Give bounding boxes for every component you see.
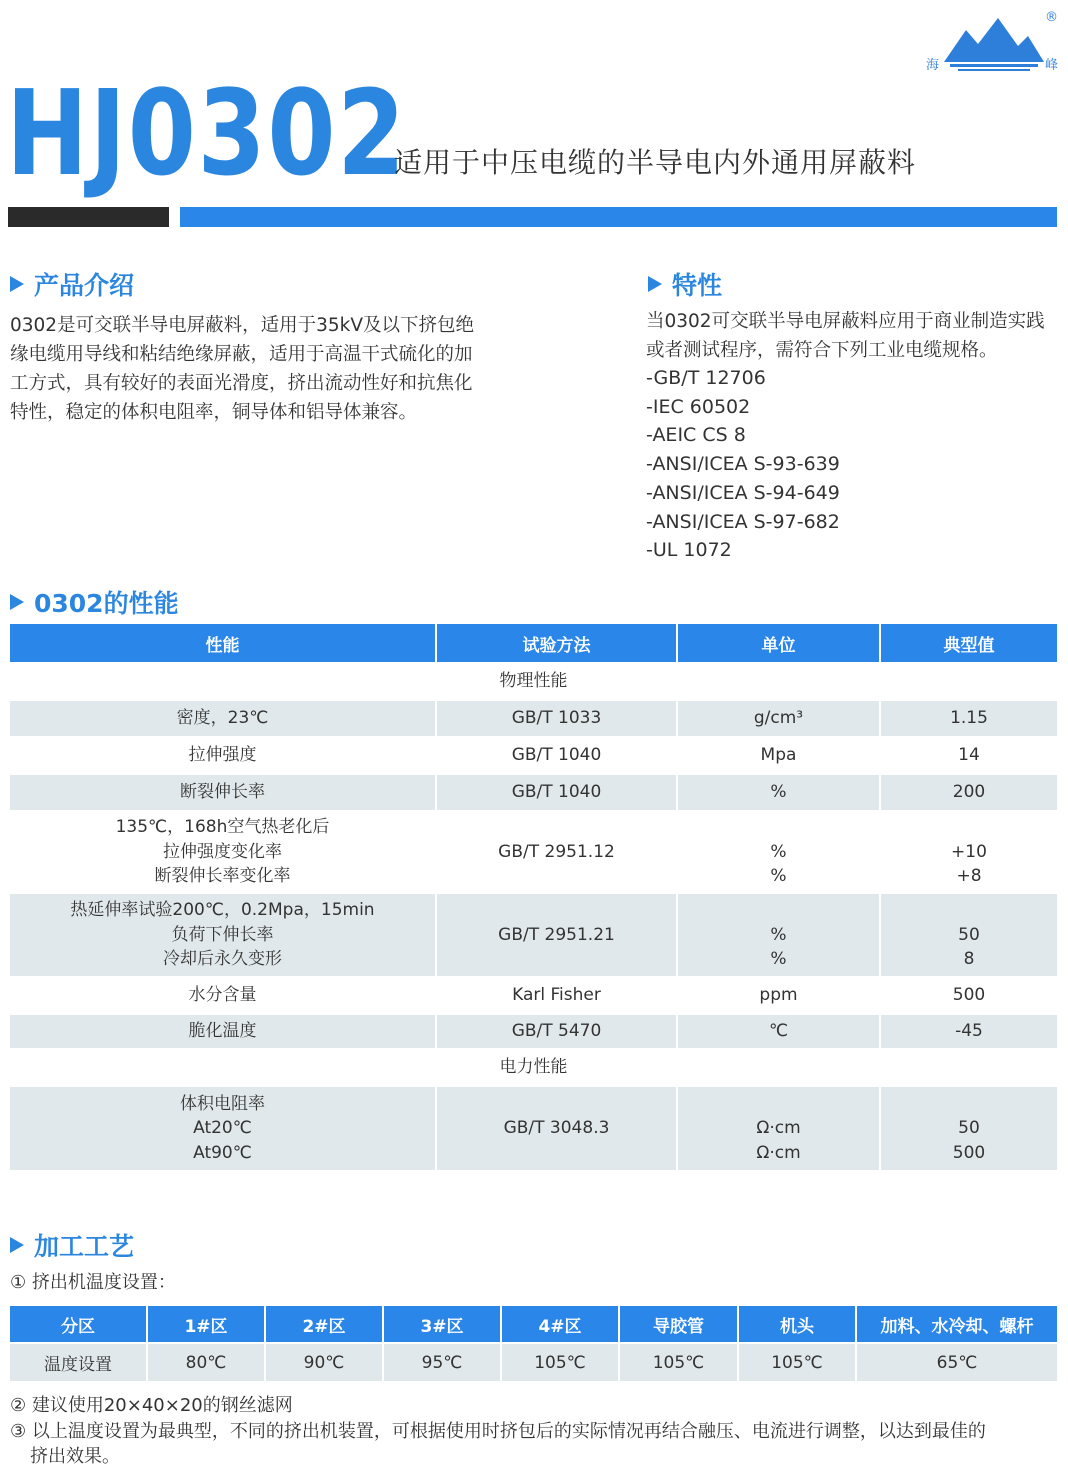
header-feed-screw: 加料、水冷却、螺杆 [856,1306,1057,1343]
cell-line: % [770,866,787,887]
cell-value: 200 [880,774,1057,811]
cell-unit: ppm [677,977,880,1014]
header-bar-dark [8,207,169,227]
performance-heading-text: 0302的性能 [34,589,179,618]
process-heading [10,1227,134,1263]
table-row [10,1014,1057,1049]
cell-line: At90℃ [193,1142,252,1163]
triangle-bullet-icon [10,276,24,292]
cell-line: 135℃，168h空气热老化后 [115,817,330,838]
process-note-2: ② 建议使用20×40×20的钢丝滤网 [10,1395,293,1416]
cell-method: GB/T 1033 [436,700,677,737]
table-row [10,1343,1057,1381]
table-header-row [10,1306,1057,1343]
process-note-1: ① 挤出机温度设置： [10,1272,176,1293]
table-row [10,811,1057,893]
cell-method: GB/T 1040 [436,774,677,811]
group-row-physical [10,663,1057,700]
standards-list [646,364,840,565]
features-heading [648,266,722,302]
cell-unit: % [677,774,880,811]
features-heading-text: 特性 [672,271,723,300]
cell-unit: g/cm³ [677,700,880,737]
cell-line: 8 [963,949,975,970]
triangle-bullet-icon [10,1237,24,1253]
cell-line: 50 [958,924,980,945]
cell-temp: 90℃ [265,1343,383,1381]
intro-text [10,311,530,427]
cell-line: 500 [952,1142,986,1163]
cell-line: 体积电阻率 [180,1093,265,1114]
cell-property [10,1086,436,1170]
standard-item: -ANSI/ICEA S-93-639 [646,453,840,476]
extruder-temperature-table [10,1306,1057,1381]
cell-line: 冷却后永久变形 [163,949,282,970]
cell-method: GB/T 2951.12 [436,811,677,893]
group-label: 电力性能 [10,1049,1057,1086]
model-number: HJ0302 [6,64,407,202]
cell-method: GB/T 5470 [436,1014,677,1049]
header-zone-4: 4#区 [501,1306,619,1343]
cell-line: +10 [951,841,987,862]
cell-line: +8 [956,866,982,887]
mountain-logo-icon [944,16,1044,72]
standard-item: -GB/T 12706 [646,367,766,389]
header-bar-blue [180,207,1057,227]
logo-char-left: 海 [926,58,940,73]
cell-line: Ω·cm [756,1118,801,1139]
note-line: 挤出效果。 [30,1446,120,1467]
cell-property: 断裂伸长率 [10,774,436,811]
cell-value [880,893,1057,977]
standard-item: -ANSI/ICEA S-97-682 [646,510,840,533]
cell-line: 热延伸率试验200℃，0.2Mpa，15min [70,900,375,921]
cell-property: 脆化温度 [10,1014,436,1049]
note-line: ③ 以上温度设置为最典型，不同的挤出机装置，可根据使用时挤包后的实际情况再结合融压、电流进行调整，以达到最佳的 [10,1421,986,1442]
features-line: 当0302可交联半导电屏蔽料应用于商业制造实践 [646,311,1045,332]
intro-line: 缘电缆用导线和粘结绝缘屏蔽，适用于高温干式硫化的加 [10,344,473,365]
performance-heading [10,584,179,620]
cell-value [880,1086,1057,1170]
intro-line: 特性，稳定的体积电阻率，铜导体和铝导体兼容。 [10,402,418,423]
cell-temp: 95℃ [383,1343,501,1381]
triangle-bullet-icon [10,594,24,610]
cell-unit: Mpa [677,737,880,774]
cell-value [880,811,1057,893]
cell-unit: ℃ [677,1014,880,1049]
table-row [10,1086,1057,1170]
header-property: 性能 [10,624,436,663]
performance-table [10,624,1057,1170]
standard-item: -AEIC CS 8 [646,424,746,447]
logo-char-right: 峰 [1044,58,1058,73]
header-zone-2: 2#区 [265,1306,383,1343]
cell-property: 密度，23℃ [10,700,436,737]
cell-value: -45 [880,1014,1057,1049]
cell-temp: 65℃ [856,1343,1057,1381]
cell-method: GB/T 2951.21 [436,893,677,977]
cell-line: Ω·cm [756,1142,801,1163]
table-row [10,700,1057,737]
cell-line: % [770,949,787,970]
cell-unit [677,893,880,977]
header-method: 试验方法 [436,624,677,663]
standard-item: -UL 1072 [646,539,732,562]
cell-temp: 80℃ [147,1343,265,1381]
table-row [10,737,1057,774]
table-row [10,893,1057,977]
cell-method: GB/T 3048.3 [436,1086,677,1170]
cell-property [10,893,436,977]
cell-unit [677,1086,880,1170]
cell-value: 1.15 [880,700,1057,737]
cell-temp: 105℃ [738,1343,856,1381]
registered-mark: ® [1045,10,1058,25]
cell-line: 负荷下伸长率 [171,924,274,945]
intro-line: 0302是可交联半导电屏蔽料，适用于35kV及以下挤包绝 [10,315,474,336]
triangle-bullet-icon [648,276,662,292]
intro-line: 工方式，具有较好的表面光滑度，挤出流动性好和抗焦化 [10,373,473,394]
header-zone: 分区 [10,1306,147,1343]
cell-method: Karl Fisher [436,977,677,1014]
header-head: 机头 [738,1306,856,1343]
cell-method: GB/T 1040 [436,737,677,774]
process-note-3 [10,1419,1060,1469]
cell-unit [677,811,880,893]
table-header-row [10,624,1057,663]
header-unit: 单位 [677,624,880,663]
cell-temp: 105℃ [619,1343,738,1381]
cell-line: % [770,924,787,945]
standard-item: -IEC 60502 [646,395,751,418]
cell-property: 水分含量 [10,977,436,1014]
group-row-electrical [10,1049,1057,1086]
cell-line: At20℃ [193,1118,252,1139]
header-zone-3: 3#区 [383,1306,501,1343]
header-adapter: 导胶管 [619,1306,738,1343]
standard-item: -ANSI/ICEA S-94-649 [646,481,840,504]
cell-property [10,811,436,893]
features-line: 或者测试程序，需符合下列工业电缆规格。 [646,340,998,361]
cell-line: 50 [958,1118,980,1139]
cell-property: 拉伸强度 [10,737,436,774]
cell-line: % [770,841,787,862]
process-heading-text: 加工工艺 [34,1232,135,1261]
features-text [646,307,1061,365]
cell-value: 500 [880,977,1057,1014]
product-subtitle: 适用于中压电缆的半导电内外通用屏蔽料 [394,146,917,179]
cell-label: 温度设置 [10,1343,147,1381]
brand-logo [926,10,1062,74]
header-value: 典型值 [880,624,1057,663]
cell-line: 断裂伸长率变化率 [154,866,291,887]
table-row [10,977,1057,1014]
cell-value: 14 [880,737,1057,774]
intro-heading-text: 产品介绍 [34,271,135,300]
intro-heading [10,266,134,302]
group-label: 物理性能 [10,663,1057,700]
header-zone-1: 1#区 [147,1306,265,1343]
table-row [10,774,1057,811]
cell-line: 拉伸强度变化率 [163,841,282,862]
cell-temp: 105℃ [501,1343,619,1381]
